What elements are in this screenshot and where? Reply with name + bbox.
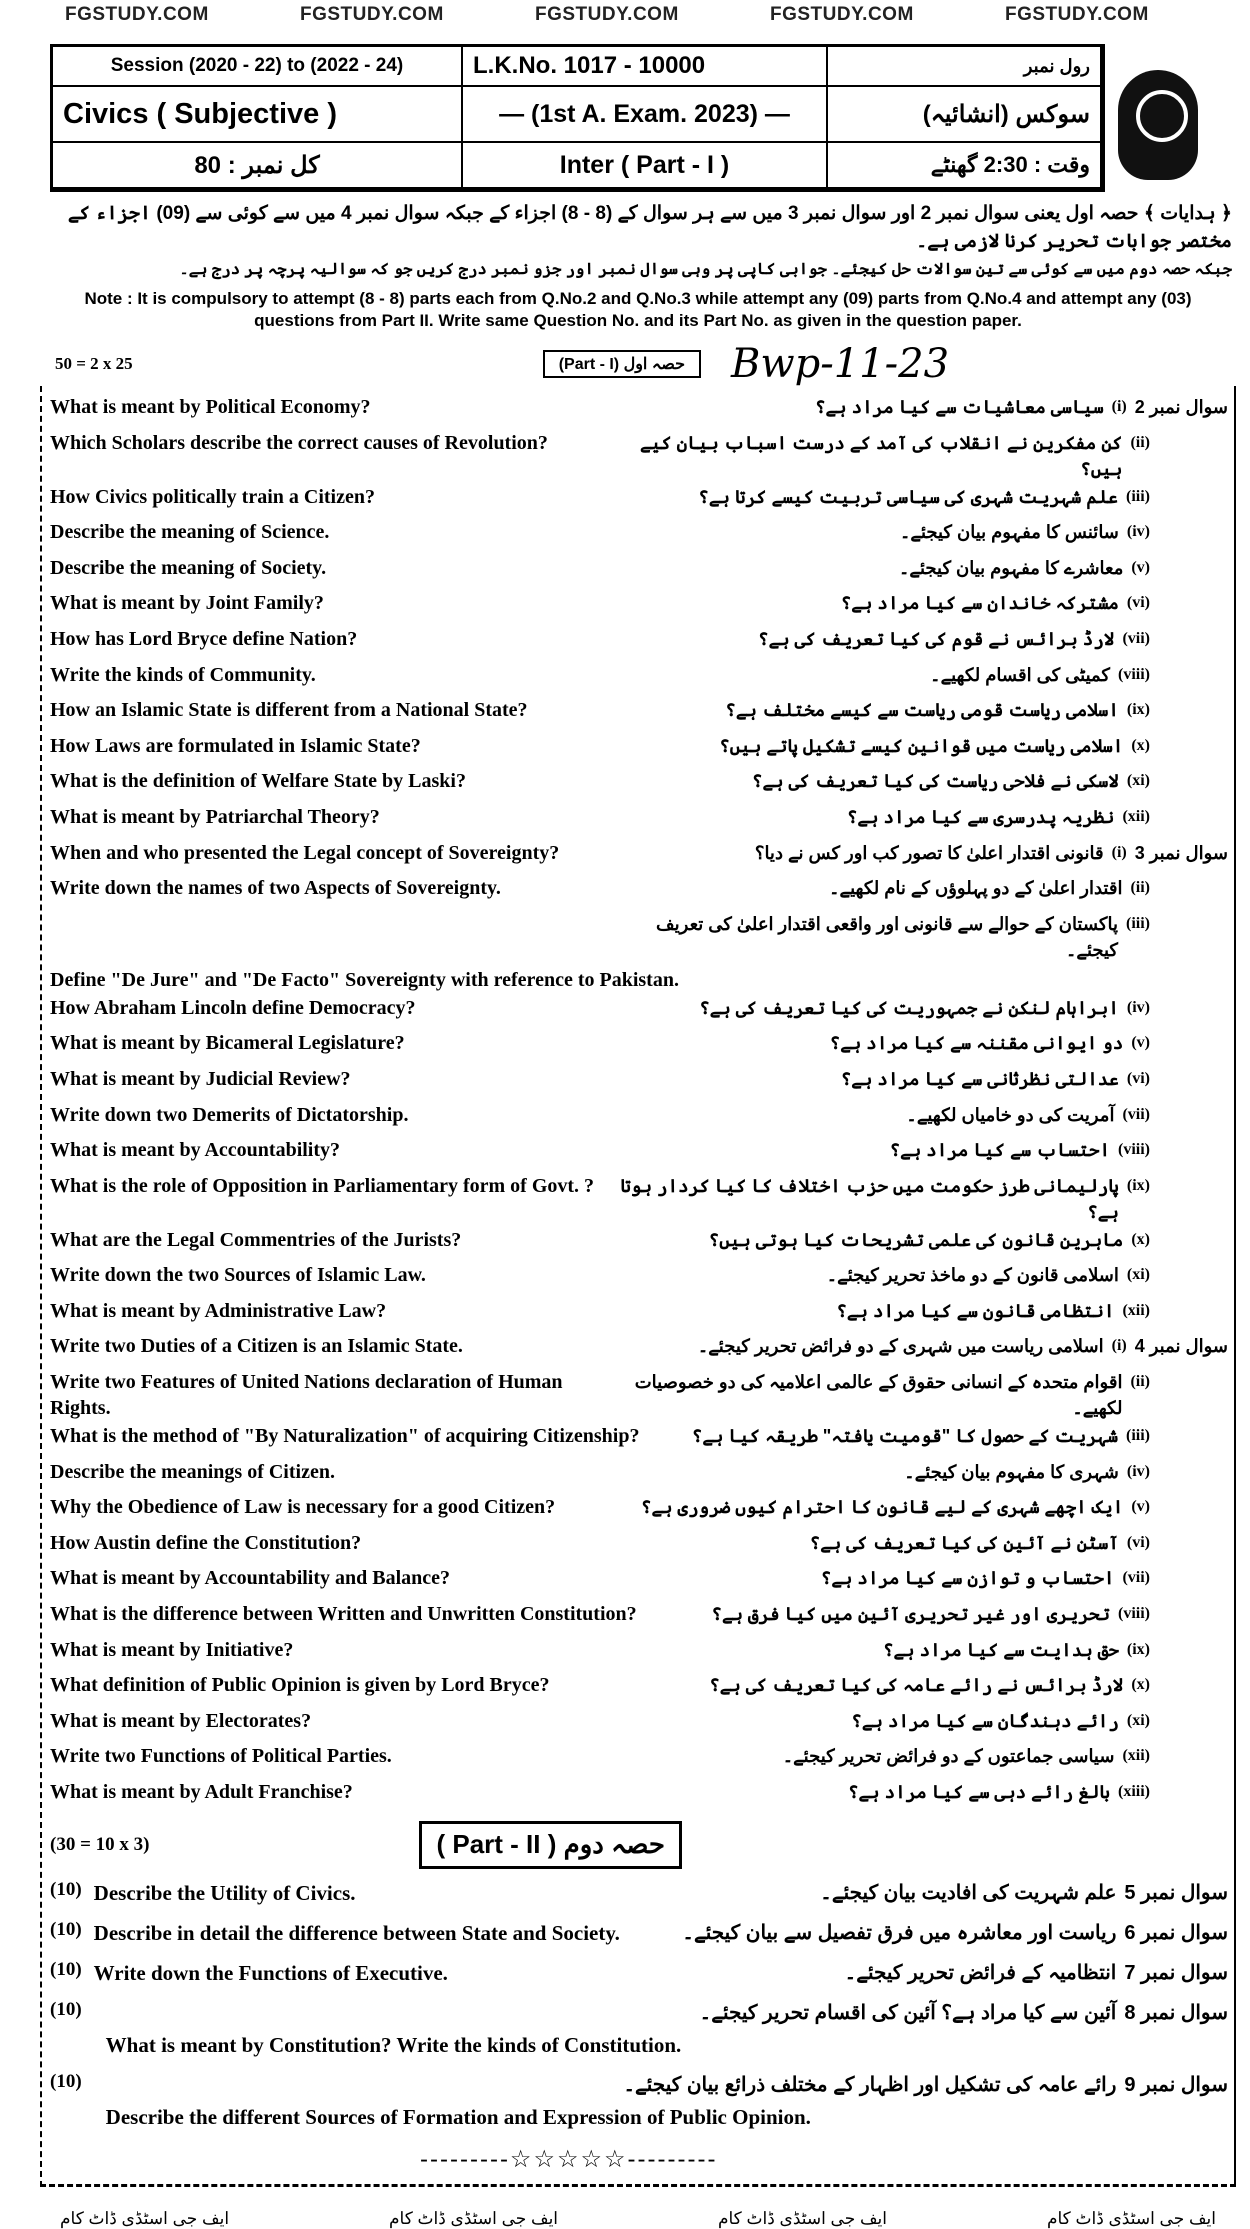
class-name: Inter ( Part - I ) <box>463 143 828 189</box>
question-row <box>50 1421 1228 1457</box>
question-english: What is meant by Accountability and Balance? <box>50 1567 451 1590</box>
question-urdu <box>830 1030 1228 1056</box>
question-urdu-text: آسٹن نے آئین کی کیا تعریف کی ہے؟ <box>809 1532 1119 1553</box>
question-row <box>50 1777 1228 1813</box>
question-urdu-text: رائے عامہ کی تشکیل اور اظہار کے مختلف ذرائع بیان کیجئے۔ <box>623 2073 1117 2096</box>
question-urdu-text: سیاسی معاشیات سے کیا مراد ہے؟ <box>814 397 1104 417</box>
part2-title: ( Part - II ) حصہ دوم <box>419 1821 681 1869</box>
instructions-urdu-1: ﴿ ہدایات ﴾ حصہ اول یعنی سوال نمبر 2 اور سوال نمبر 3 میں سے ہر سوال کے (8 - 8) اجزاء کے جبکہ سوال نمبر 4 میں سے کوئی سے (09) اجزاء کے مختصر جوابات تحریر کرنا لازمی ہے۔ <box>67 203 1232 252</box>
question-row <box>50 588 1228 624</box>
question-urdu <box>615 430 1228 482</box>
question-row <box>50 873 1228 909</box>
part-number: (iii) <box>1126 487 1150 505</box>
lk-number: L.K.No. 1017 - 10000 <box>463 47 828 87</box>
question-english: Describe the meaning of Science. <box>50 521 330 544</box>
part-number: (vi) <box>1126 594 1150 612</box>
part-number: (i) <box>1111 398 1127 415</box>
question-urdu-text: رائے دہندگان سے کیا مراد ہے؟ <box>851 1710 1119 1731</box>
question-number <box>1158 555 1228 581</box>
question-urdu <box>841 590 1228 616</box>
question-row <box>50 1670 1228 1706</box>
part-number: (v) <box>1131 558 1150 576</box>
question-urdu-text: احتساب و توازن سے کیا مراد ہے؟ <box>820 1568 1115 1589</box>
question-urdu-text: معاشرے کا مفہوم بیان کیجئے۔ <box>898 557 1124 578</box>
question-marks: (10) <box>50 1958 82 1980</box>
question-number: سوال نمبر 4 <box>1134 1336 1228 1357</box>
watermark: FGSTUDY.COM <box>1005 4 1149 25</box>
question-english: Write down the Functions of Executive. <box>93 1960 448 1985</box>
question-number <box>1158 1779 1228 1805</box>
question-number <box>1158 1459 1228 1485</box>
part-number: (vi) <box>1126 1069 1150 1087</box>
question-urdu-text: علم شہریت شہری کی سیاسی تربیت کیسے کرتا ہے؟ <box>698 486 1118 507</box>
question-urdu <box>752 768 1228 794</box>
part-number: (iv) <box>1126 998 1150 1016</box>
question-row <box>50 660 1228 696</box>
question-marks: (10) <box>50 1998 82 2020</box>
question-urdu-text: سیاسی جماعتوں کے دو فرائض تحریر کیجئے۔ <box>782 1746 1115 1767</box>
question-urdu-text: لارڈ برائس نے قوم کی کیا تعریف کی ہے؟ <box>758 628 1115 649</box>
question-urdu-text: بالغ رائے دہی سے کیا مراد ہے؟ <box>847 1782 1110 1802</box>
question-row <box>50 517 1228 553</box>
question-urdu-text: ریاست اور معاشرہ میں فرق تفصیل سے بیان کیجئے۔ <box>682 1921 1117 1944</box>
question-english: How Abraham Lincoln define Democracy? <box>50 996 416 1019</box>
question-urdu <box>783 1743 1228 1769</box>
question-number <box>1158 1030 1228 1056</box>
question-urdu <box>810 1530 1228 1556</box>
end-marker: ---------☆☆☆☆☆--------- <box>420 2145 718 2173</box>
part2-question <box>50 1959 1228 1987</box>
question-urdu <box>615 911 1228 963</box>
question-english: How Laws are formulated in Islamic State? <box>50 734 421 757</box>
question-english: What is meant by Joint Family? <box>50 592 324 615</box>
question-urdu-text: انتظامیہ کے فرائض تحریر کیجئے۔ <box>844 1961 1117 1984</box>
question-urdu-text: اقتدار اعلیٰ کے دو پہلوؤں کے نام لکھیے۔ <box>829 878 1123 899</box>
question-urdu <box>883 1637 1228 1663</box>
question-urdu-text: قانونی اقتدار اعلیٰ کا تصور کب اور کس نے دیا؟ <box>754 842 1104 863</box>
question-urdu-text: عدالتی نظرثانی سے کیا مراد ہے؟ <box>840 1068 1119 1089</box>
roll-number-field: رول نمبر <box>828 47 1102 87</box>
question-urdu <box>719 733 1228 759</box>
question-urdu <box>906 1102 1228 1128</box>
question-urdu-text: اسلامی قانون کے دو ماخذ تحریر کیجئے۔ <box>826 1265 1119 1286</box>
part2-question <box>50 1879 1228 1907</box>
part-number: (xi) <box>1126 1266 1150 1284</box>
question-marks: (10) <box>50 2070 82 2092</box>
question-urdu <box>829 875 1228 901</box>
part-number: (x) <box>1131 1230 1150 1248</box>
question-row <box>50 1528 1228 1564</box>
question-number <box>1158 995 1228 1021</box>
question-urdu-text: لاسکی نے فلاحی ریاست کی کیا تعریف کی ہے؟ <box>751 771 1119 792</box>
question-urdu-text: ابراہام لنکن نے جمہوریت کی کیا تعریف کی ہے؟ <box>699 997 1119 1018</box>
question-urdu <box>682 1919 1228 1947</box>
question-urdu <box>699 995 1228 1021</box>
instructions-urdu-2: جبکہ حصہ دوم میں سے کوئی سے تین سوالات حل کیجئے۔ جوابی کاپی پر وہی سوال نمبر اور جزو نمبر درج کریں جو کہ سوالیہ پرچہ پر درج ہے۔ <box>179 261 1232 278</box>
part-number: (vii) <box>1122 1105 1150 1123</box>
question-row <box>50 1028 1228 1064</box>
question-english: Write two Features of United Nations declaration of Human Rights. <box>50 1371 563 1420</box>
question-number <box>1158 430 1228 482</box>
question-english: Write down two Demerits of Dictatorship. <box>50 1103 409 1126</box>
question-number <box>1158 733 1228 759</box>
question-number <box>1158 1601 1228 1627</box>
question-marks: (10) <box>50 1878 82 1900</box>
question-urdu <box>900 519 1228 545</box>
question-urdu <box>827 1262 1228 1288</box>
question-english: When and who presented the Legal concept of Sovereignty? <box>50 841 560 864</box>
question-urdu-text: علم شہریت کی افادیت بیان کیجئے۔ <box>820 1881 1117 1904</box>
part2-header <box>50 1821 1228 1869</box>
question-number <box>1158 519 1228 545</box>
question-urdu <box>821 1565 1228 1591</box>
question-paper-body <box>40 386 1236 2187</box>
question-number <box>1158 1227 1228 1253</box>
question-number <box>1158 804 1228 830</box>
question-number <box>1158 1423 1228 1449</box>
part-number: (vii) <box>1122 1569 1150 1587</box>
question-number <box>1158 1298 1228 1324</box>
question-number: سوال نمبر 7 <box>1124 1961 1228 1984</box>
question-row <box>50 1260 1228 1296</box>
question-row <box>50 993 1228 1029</box>
question-number <box>1158 697 1228 723</box>
question-english: Write down the names of two Aspects of Sovereignty. <box>50 877 501 900</box>
question-urdu-text: نظریہ پدرسری سے کیا مراد ہے؟ <box>846 806 1115 827</box>
question-english: How has Lord Bryce define Nation? <box>50 627 358 650</box>
question-urdu <box>755 840 1228 866</box>
time-allowed: وقت : 2:30 گھنٹے <box>828 143 1102 189</box>
question-number <box>1158 768 1228 794</box>
subject: Civics ( Subjective ) <box>53 87 463 143</box>
question-urdu <box>615 1369 1228 1421</box>
question-urdu-text: ایک اچھے شہری کے لیے قانون کا احترام کیوں ضروری ہے؟ <box>640 1497 1124 1518</box>
board-logo <box>1118 70 1198 180</box>
question-row <box>50 1457 1228 1493</box>
question-row <box>50 1563 1228 1599</box>
part-number: (xiii) <box>1118 1783 1150 1800</box>
question-row <box>50 1706 1228 1742</box>
part-number: (v) <box>1131 1498 1150 1516</box>
part-number: (v) <box>1131 1034 1150 1052</box>
question-urdu <box>890 1137 1228 1163</box>
part-number: (x) <box>1131 1676 1150 1694</box>
question-urdu <box>641 1494 1228 1520</box>
question-urdu <box>815 394 1228 420</box>
part-number: (ii) <box>1130 1373 1150 1391</box>
question-number <box>1158 1530 1228 1556</box>
question-english: What is the difference between Written and Unwritten Constitution? <box>50 1603 637 1626</box>
question-urdu-text: ماہرین قانون کی علمی تشریحات کیا ہوتی ہیں؟ <box>708 1229 1124 1250</box>
part-number: (i) <box>1111 843 1127 861</box>
question-number <box>1158 1066 1228 1092</box>
part-number: (xi) <box>1126 772 1150 790</box>
part-number: (iv) <box>1126 1462 1150 1480</box>
question-marks: (10) <box>50 1918 82 1940</box>
question-row <box>50 428 1228 482</box>
question-urdu-text: احتساب سے کیا مراد ہے؟ <box>889 1140 1110 1161</box>
question-row <box>50 766 1228 802</box>
question-number <box>1158 1743 1228 1769</box>
part-number: (x) <box>1131 736 1150 754</box>
question-row <box>50 1225 1228 1261</box>
handwritten-code: Bwp-11-23 <box>730 341 950 387</box>
question-urdu <box>709 1227 1228 1253</box>
question-urdu <box>615 1173 1228 1225</box>
question-row <box>50 1635 1228 1671</box>
question-number <box>1158 1137 1228 1163</box>
question-row <box>50 1135 1228 1171</box>
question-row <box>50 1100 1228 1136</box>
question-number: سوال نمبر 6 <box>1124 1921 1228 1944</box>
part2-question <box>50 1919 1228 1947</box>
watermark: FGSTUDY.COM <box>300 4 444 25</box>
question-english: What is meant by Constitution? Write the kinds of Constitution. <box>105 2032 682 2057</box>
question-english: Describe in detail the difference between State and Society. <box>93 1920 620 1945</box>
part-number: (ix) <box>1126 701 1150 719</box>
question-number <box>1158 1102 1228 1128</box>
part-number: (ii) <box>1130 879 1150 897</box>
question-urdu <box>930 662 1228 688</box>
part-number: (i) <box>1111 1337 1127 1355</box>
question-number <box>1158 1637 1228 1663</box>
question-urdu <box>758 626 1228 652</box>
question-row <box>50 392 1228 428</box>
question-english: What is the definition of Welfare State by Laski? <box>50 770 466 793</box>
question-row <box>50 624 1228 660</box>
watermark-urdu: ایف جی اسٹڈی ڈاٹ کام <box>717 2208 888 2228</box>
part-number: (ii) <box>1130 433 1150 451</box>
question-row <box>50 1741 1228 1777</box>
part1-header <box>40 342 1236 386</box>
question-english: What is meant by Adult Franchise? <box>50 1781 353 1803</box>
part-number: (xii) <box>1122 1301 1150 1319</box>
question-number <box>1158 911 1228 963</box>
question-urdu <box>709 1672 1228 1698</box>
question-urdu-text: مشترکہ خاندان سے کیا مراد ہے؟ <box>840 593 1119 614</box>
question-urdu-text: پارلیمانی طرز حکومت میں حزب اختلاف کا کیا کردار ہوتا ہے؟ <box>620 1175 1119 1222</box>
question-english: What is meant by Bicameral Legislature? <box>50 1032 405 1055</box>
part2-question <box>50 1999 1228 2059</box>
question-english: What is meant by Administrative Law? <box>50 1299 387 1322</box>
question-row <box>50 1599 1228 1635</box>
question-english: Describe the different Sources of Formation and Expression of Public Opinion. <box>105 2104 811 2129</box>
question-urdu <box>845 1959 1229 1987</box>
question-number: سوال نمبر 2 <box>1134 397 1228 417</box>
page-body <box>40 200 1236 2229</box>
question-row <box>50 802 1228 838</box>
question-urdu-text: انتظامی قانون سے کیا مراد ہے؟ <box>836 1300 1115 1321</box>
question-urdu <box>904 1459 1228 1485</box>
question-urdu-text: لارڈ برائس نے رائے عامہ کی کیا تعریف کی ہے؟ <box>709 1675 1124 1696</box>
question-english: What is meant by Initiative? <box>50 1638 294 1661</box>
question-row <box>50 1171 1228 1225</box>
question-english: What definition of Public Opinion is given by Lord Bryce? <box>50 1674 550 1697</box>
question-urdu <box>623 2071 1228 2099</box>
question-number: سوال نمبر 9 <box>1124 2073 1228 2096</box>
question-urdu <box>700 1999 1228 2027</box>
question-row <box>50 1492 1228 1528</box>
question-number <box>1158 1672 1228 1698</box>
question-row <box>50 1331 1228 1367</box>
question-english: What are the Legal Commentries of the Jurists? <box>50 1228 462 1251</box>
question-urdu <box>848 1779 1228 1805</box>
question-row <box>50 1064 1228 1100</box>
part-number: (iv) <box>1126 523 1150 541</box>
question-english: What is the method of "By Naturalization" of acquiring Citizenship? <box>50 1425 640 1448</box>
question-urdu <box>847 804 1228 830</box>
question-urdu-text: سائنس کا مفہوم بیان کیجئے۔ <box>899 522 1119 543</box>
question-english: Define "De Jure" and "De Facto" Sovereignty with reference to Pakistan. <box>50 968 679 991</box>
question-urdu <box>698 1333 1228 1359</box>
question-urdu-text: آئین سے کیا مراد ہے؟ آئین کی اقسام تحریر کیجئے۔ <box>699 2001 1117 2024</box>
session: Session (2020 - 22) to (2022 - 24) <box>53 47 463 87</box>
subject-urdu: سوکس (انشائیہ) <box>828 87 1102 143</box>
question-english: What is meant by Judicial Review? <box>50 1067 351 1090</box>
question-urdu <box>841 1066 1228 1092</box>
question-number: سوال نمبر 5 <box>1124 1881 1228 1904</box>
part-number: (ix) <box>1126 1176 1150 1194</box>
question-english: Describe the Utility of Civics. <box>93 1880 356 1905</box>
question-english: What is meant by Accountability? <box>50 1139 341 1162</box>
question-number: سوال نمبر 8 <box>1124 2001 1228 2024</box>
watermark: FGSTUDY.COM <box>535 4 679 25</box>
question-number <box>1158 875 1228 901</box>
question-number <box>1158 1708 1228 1734</box>
instructions-note: Note : It is compulsory to attempt (8 - 8) parts each from Q.No.2 and Q.No.3 while attempt any (09) parts from Q.No.4 and attempt any (03) questions from Part II. Write same Question No. and its Part No. as given in the question paper. <box>84 289 1192 330</box>
question-english: Write two Functions of Political Parties. <box>50 1745 392 1768</box>
header-table <box>50 44 1105 192</box>
watermark: FGSTUDY.COM <box>65 4 209 25</box>
question-number <box>1158 626 1228 652</box>
question-urdu-text: اسلامی ریاست میں شہری کے دو فرائض تحریر کیجئے۔ <box>697 1336 1104 1357</box>
part2-question <box>50 2071 1228 2131</box>
question-urdu-text: شہریت کے حصول کا "قومیت یافتہ" طریقہ کیا ہے؟ <box>691 1426 1118 1447</box>
question-urdu-text: پاکستان کے حوالے سے قانونی اور واقعی اقتدار اعلیٰ کی تعریف کیجئے۔ <box>656 913 1118 960</box>
part-number: (iii) <box>1126 1427 1150 1445</box>
part-number: (iii) <box>1126 914 1150 932</box>
question-english: Write two Duties of a Citizen is an Islamic State. <box>50 1335 463 1358</box>
question-row <box>50 482 1228 518</box>
question-number <box>1158 662 1228 688</box>
question-english: Write down the two Sources of Islamic Law. <box>50 1264 426 1287</box>
question-english: What is meant by Patriarchal Theory? <box>50 805 380 828</box>
part-number: (xi) <box>1126 1711 1150 1729</box>
part-number: (viii) <box>1118 1605 1150 1623</box>
question-urdu-text: آمریت کی دو خامیاں لکھیے۔ <box>906 1104 1115 1125</box>
question-urdu-text: اقوام متحدہ کے انسانی حقوق کے عالمی اعلامیہ کی دو خصوصیات لکھیے۔ <box>634 1372 1123 1419</box>
question-number <box>1158 1369 1228 1421</box>
part-number: (ix) <box>1126 1640 1150 1658</box>
question-english: Why the Obedience of Law is necessary for a good Citizen? <box>50 1496 556 1519</box>
question-english: Describe the meaning of Society. <box>50 556 327 579</box>
exam-title: — (1st A. Exam. 2023) — <box>463 87 828 143</box>
question-number <box>1158 1494 1228 1520</box>
question-urdu-text: حق ہدایت سے کیا مراد ہے؟ <box>882 1639 1119 1660</box>
part2-marks: (30 = 10 x 3) <box>50 1833 150 1855</box>
question-english: Which Scholars describe the correct causes of Revolution? <box>50 431 548 454</box>
question-urdu-text: دو ایوانی مقننہ سے کیا مراد ہے؟ <box>829 1033 1124 1054</box>
part-number: (viii) <box>1118 665 1150 683</box>
watermark-urdu: ایف جی اسٹڈی ڈاٹ کام <box>388 2208 559 2228</box>
question-row <box>50 1296 1228 1332</box>
total-marks: کل نمبر : 80 <box>53 143 463 189</box>
part-number: (viii) <box>1118 1141 1150 1159</box>
question-number <box>1158 1565 1228 1591</box>
question-urdu-text: اسلامی ریاست قومی ریاست سے کیسے مختلف ہے؟ <box>725 700 1119 721</box>
question-number <box>1158 484 1228 510</box>
part1-title: (Part - I) حصہ اول <box>543 350 701 378</box>
question-english: Write the kinds of Community. <box>50 663 316 686</box>
question-number <box>1158 1173 1228 1225</box>
question-urdu <box>692 1423 1228 1449</box>
question-row <box>50 695 1228 731</box>
question-urdu-text: اسلامی ریاست میں قوانین کیسے تشکیل پاتے ہیں؟ <box>719 735 1124 756</box>
question-urdu <box>899 555 1228 581</box>
part-number: (vi) <box>1126 1533 1150 1551</box>
question-english: How Austin define the Constitution? <box>50 1531 362 1554</box>
question-english: How an Islamic State is different from a National State? <box>50 699 528 722</box>
question-row <box>50 838 1228 874</box>
part-number: (xii) <box>1122 807 1150 825</box>
question-urdu-text: کمیٹی کی اقسام لکھیے۔ <box>930 664 1110 685</box>
question-number <box>1158 590 1228 616</box>
question-english: How Civics politically train a Citizen? <box>50 485 375 508</box>
watermark-urdu: ایف جی اسٹڈی ڈاٹ کام <box>1046 2208 1216 2228</box>
question-number <box>1158 1262 1228 1288</box>
question-row <box>50 731 1228 767</box>
question-urdu <box>711 1601 1228 1627</box>
question-row <box>50 909 1228 993</box>
question-number: سوال نمبر 3 <box>1134 842 1228 863</box>
watermark-urdu: ایف جی اسٹڈی ڈاٹ کام <box>60 2208 230 2228</box>
part1-marks: 50 = 2 x 25 <box>55 354 133 373</box>
part-number: (xii) <box>1122 1747 1150 1765</box>
question-urdu-text: تحریری اور غیر تحریری آئین میں کیا فرق ہے؟ <box>711 1604 1110 1625</box>
question-urdu <box>725 697 1228 723</box>
question-english: What is meant by Electorates? <box>50 1709 312 1732</box>
question-urdu-text: کن مفکرین نے انقلاب کی آمد کے درست اسباب بیان کیے ہیں؟ <box>640 432 1123 479</box>
question-row <box>50 553 1228 589</box>
watermark: FGSTUDY.COM <box>770 4 914 25</box>
part-number: (vii) <box>1122 629 1150 647</box>
question-urdu <box>851 1708 1228 1734</box>
question-english: What is meant by Political Economy? <box>50 396 371 418</box>
question-row <box>50 1367 1228 1421</box>
question-english: Describe the meanings of Citizen. <box>50 1460 335 1483</box>
question-urdu <box>698 484 1228 510</box>
question-urdu <box>820 1879 1228 1907</box>
question-english: What is the role of Opposition in Parliamentary form of Govt. ? <box>50 1174 595 1197</box>
question-urdu-text: شہری کا مفہوم بیان کیجئے۔ <box>904 1461 1119 1482</box>
question-urdu <box>836 1298 1228 1324</box>
